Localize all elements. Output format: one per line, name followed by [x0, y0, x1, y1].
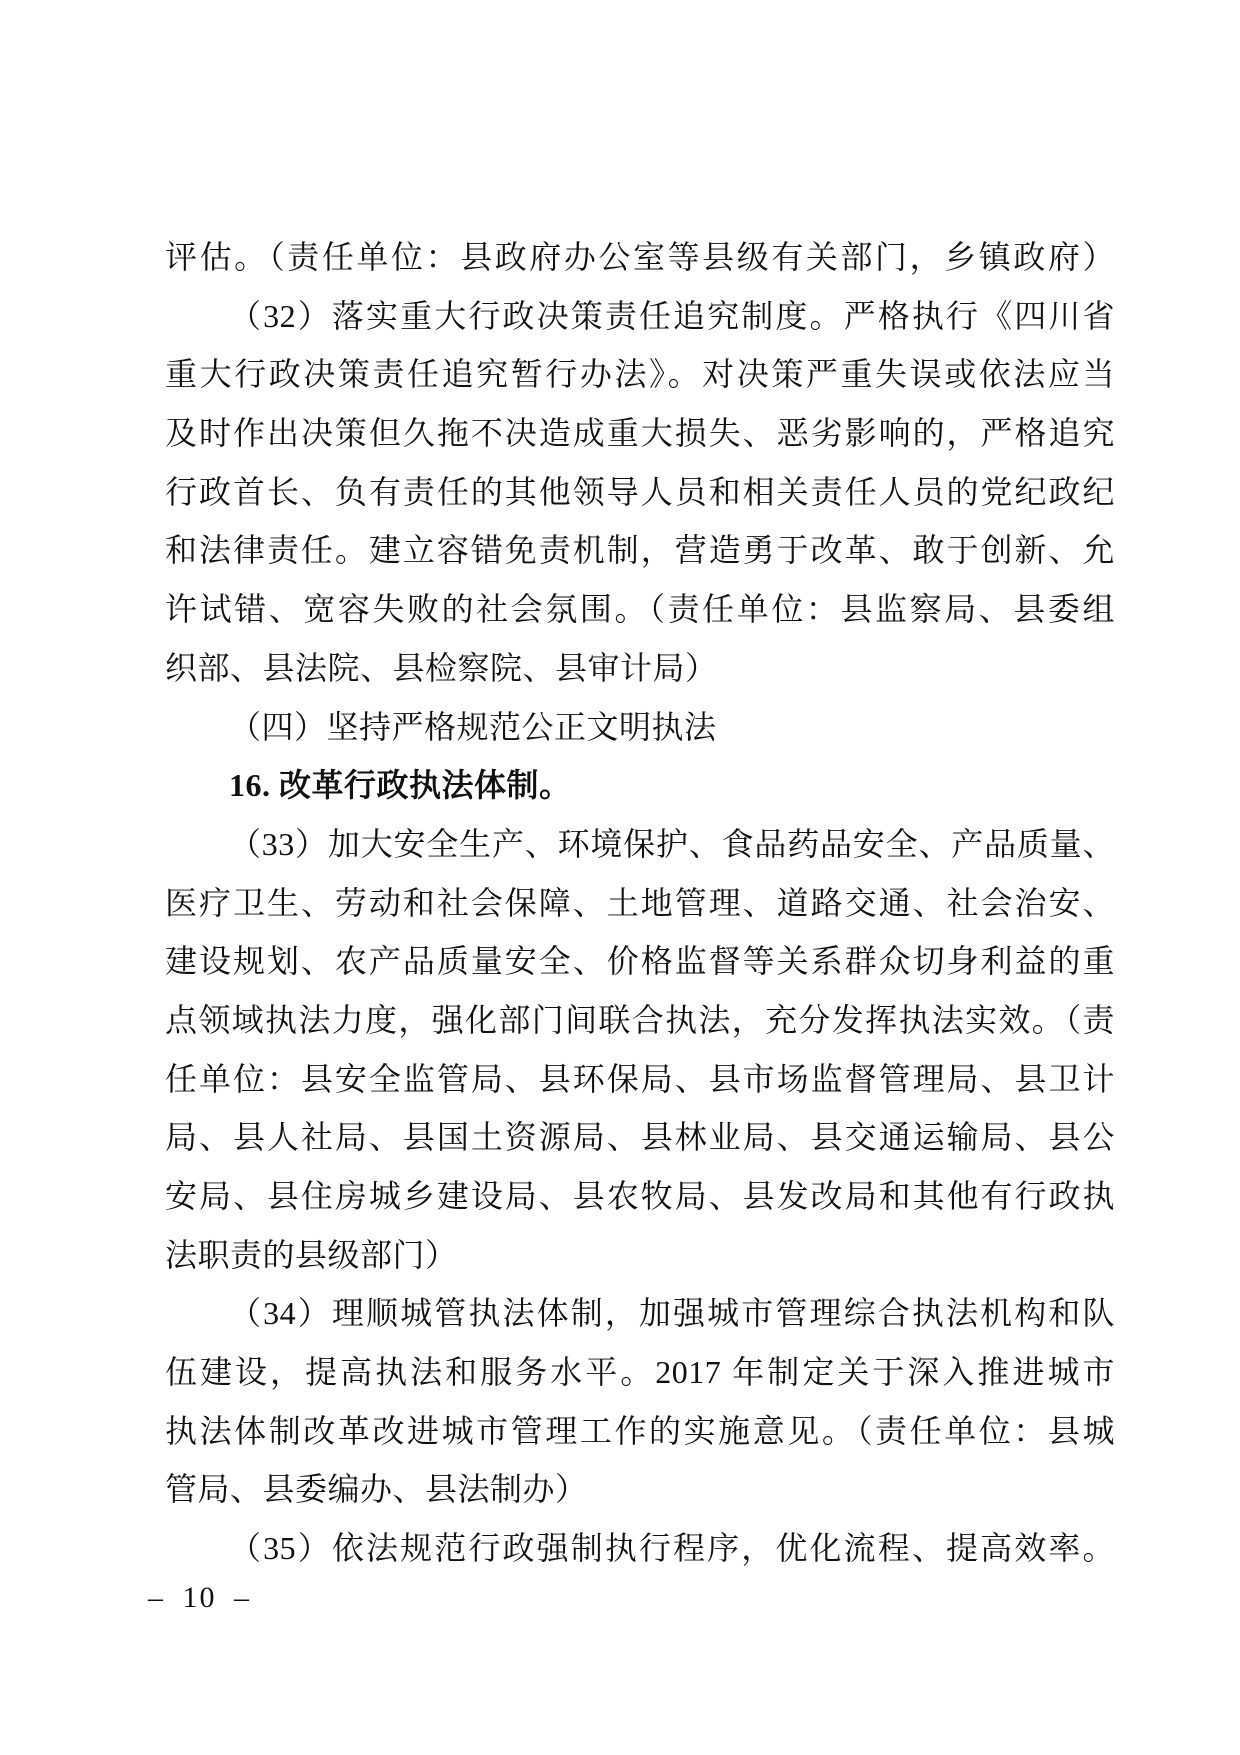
- text-line: 重大行政决策责任追究暂行办法》。对决策严重失误或依法应当: [165, 356, 1115, 393]
- text-line: 医疗卫生、劳动和社会保障、土地管理、道路交通、社会治安、: [165, 884, 1115, 921]
- text-line: 局、县人社局、县国土资源局、县林业局、县交通运输局、县公: [165, 1119, 1115, 1156]
- text-line: 法职责的县级部门）: [165, 1236, 458, 1273]
- text-line: 及时作出决策但久拖不决造成重大损失、恶劣影响的，严格追究: [165, 415, 1115, 452]
- section-heading: （四）坚持严格规范公正文明执法: [229, 708, 717, 745]
- text-line: 织部、县法院、县检察院、县审计局）: [165, 649, 718, 686]
- text-line: 许试错、宽容失败的社会氛围。（责任单位：县监察局、县委组: [165, 591, 1115, 628]
- document-body: [165, 228, 1115, 1578]
- text-line: 任单位：县安全监管局、县环保局、县市场监督管理局、县卫计: [165, 1060, 1115, 1097]
- text-line: 伍建设，提高执法和服务水平。2017 年制定关于深入推进城市: [165, 1354, 1115, 1391]
- numbered-heading: 16. 改革行政执法体制。: [229, 767, 572, 804]
- text-line: 和法律责任。建立容错免责机制，营造勇于改革、敢于创新、允: [165, 532, 1115, 569]
- text-line: 评估。（责任单位：县政府办公室等县级有关部门，乡镇政府）: [165, 239, 1115, 275]
- text-line: （34）理顺城管执法体制，加强城市管理综合执法机构和队: [229, 1295, 1115, 1332]
- text-line: 行政首长、负有责任的其他领导人员和相关责任人员的党纪政纪: [165, 473, 1115, 510]
- text-line: 建设规划、农产品质量安全、价格监督等关系群众切身利益的重: [165, 943, 1115, 980]
- text-line: 管局、县委编办、县法制办）: [165, 1471, 588, 1508]
- text-line: （35）依法规范行政强制执行程序，优化流程、提高效率。: [229, 1530, 1115, 1567]
- text-line: 执法体制改革改进城市管理工作的实施意见。（责任单位：县城: [165, 1412, 1115, 1449]
- text-line: 安局、县住房城乡建设局、县农牧局、县发改局和其他有行政执: [165, 1178, 1115, 1214]
- text-line: 点领域执法力度，强化部门间联合执法，充分发挥执法实效。（责: [165, 1001, 1115, 1038]
- text-line: （32）落实重大行政决策责任追究制度。严格执行《四川省: [229, 297, 1115, 334]
- page-number: – 10 –: [148, 1581, 251, 1614]
- text-line: （33）加大安全生产、环境保护、食品药品安全、产品质量、: [229, 825, 1115, 862]
